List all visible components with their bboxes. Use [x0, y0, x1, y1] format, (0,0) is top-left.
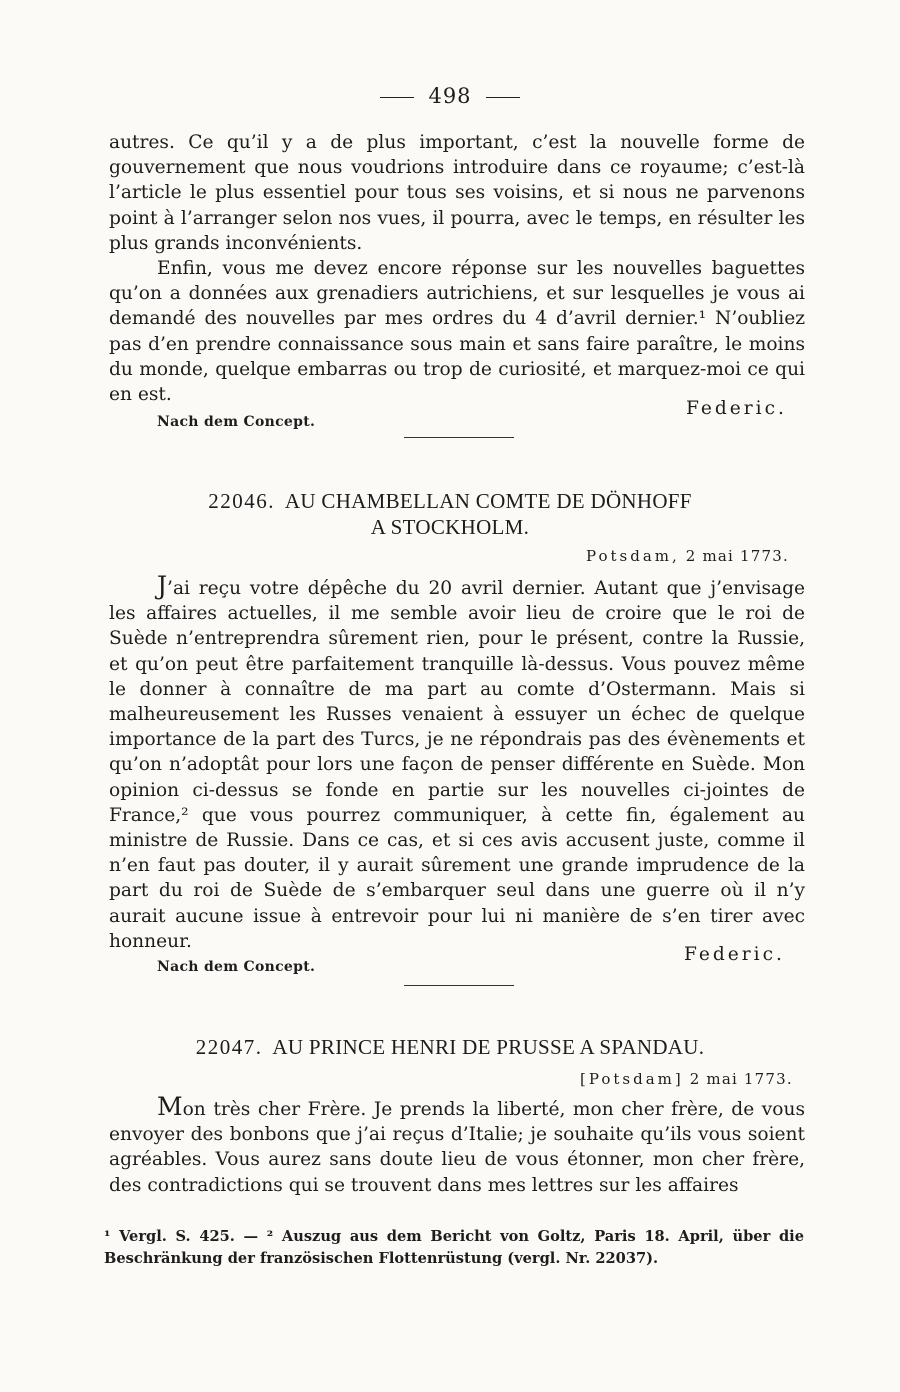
paragraph-enfin: Enfin, vous me devez encore réponse sur les nouvelles baguettes qu’on a données aux grenadiers autrichiens, et sur lesquelles je vous ai demandé des nouvelles par mes ordres du 4 d’avril dernier.¹ N’oubliez pas d’en prendre connaissance sous main et sans faire paraître, le moins du monde, quelque embarras ou trop de curiosité, et marquez-moi ce qui en est. — [109, 258, 805, 406]
letter-22047-dateline — [580, 1070, 793, 1088]
signature-federic-1: Federic. — [686, 398, 787, 419]
page-number — [0, 84, 900, 108]
section-divider-1 — [404, 437, 514, 438]
footnotes: ¹ Vergl. S. 425. — ² Auszug aus dem Bericht von Goltz, Paris 18. April, über die Beschränkung der französischen Flottenrüstung (vergl. Nr. 22037). — [104, 1228, 804, 1267]
letter-22047-heading — [0, 1034, 900, 1060]
dateline-place: [Potsdam] — [580, 1070, 684, 1088]
letter-recipient: AU PRINCE HENRI DE PRUSSE A SPANDAU. — [272, 1035, 705, 1059]
note-concept-2: Nach dem Concept. — [157, 959, 316, 975]
initial-letter: J — [157, 571, 168, 600]
dateline-place: Potsdam, — [586, 547, 680, 565]
page-number-dash-left — [380, 97, 414, 98]
paragraph-continuation: autres. Ce qu’il y a de plus important, c’est la nouvelle forme de gouvernement que nous voudrions introduire dans ce royaume; c’est-là l’article le plus essentiel pour tous ses voisins, et si nous ne parvenons point à l’arranger selon nos vues, il pourra, avec le temps, en résulter les plus grands inconvénients. — [109, 132, 805, 254]
page-number-text: 498 — [428, 84, 472, 108]
letter-body-text: on très cher Frère. Je prends la liberté, mon cher frère, de vous envoyer des bonbons que j’ai reçus d’Italie; je souhaite qu’ils vous soient agréables. Vous aurez sans doute lieu de vous étonner, mon cher frère, des contradictions qui se trouvent dans mes lettres sur les affaires — [109, 1099, 805, 1196]
letter-22046-dateline — [586, 547, 789, 565]
letter-22046-body — [109, 573, 805, 954]
initial-letter: M — [157, 1092, 183, 1121]
letter-recipient-place: A STOCKHOLM. — [370, 515, 530, 539]
signature-federic-2: Federic. — [684, 944, 785, 965]
note-concept-1: Nach dem Concept. — [157, 414, 316, 430]
letter-22047-body — [109, 1094, 805, 1198]
letter-number: 22047. — [195, 1035, 263, 1059]
section-divider-2 — [404, 985, 514, 986]
letter-recipient: AU CHAMBELLAN COMTE DE DÖNHOFF — [284, 489, 692, 513]
dateline-date: 2 mai 1773. — [689, 1070, 793, 1088]
letter-body-text: ’ai reçu votre dépêche du 20 avril dernier. Autant que j’envisage les affaires actuelles, il me semble avoir lieu de croire que le roi de Suède n’entreprendra sûrement rien, pour le présent, contre la Russie, et qu’on peut être parfaitement tranquille là-dessus. Vous pouvez même le donner à connaître de ma part au comte d’Ostermann. Mais si malheureusement les Russes venaient à essuyer un échec de quelque importance de la part des Turcs, je ne répondrais pas des évènements et qu’on n’adoptât pour lors une façon de penser différente en Suède. Mon opinion ci-dessus se fonde en partie sur les nouvelles ci-jointes de France,² que vous pourrez communiquer, à cette fin, également au ministre de Russie. Dans ce cas, et si ces avis accusent juste, comme il n’en faut pas douter, il y aurait sûrement une grande imprudence de la part du roi de Suède de s’embarquer seul dans une guerre où il n’y aurait aucune issue à entrevoir pour lui ni manière de s’en tirer avec honneur. — [109, 578, 805, 952]
page-number-dash-right — [486, 97, 520, 98]
letter-22046-heading — [0, 488, 900, 540]
dateline-date: 2 mai 1773. — [685, 547, 789, 565]
letter-number: 22046. — [208, 489, 275, 513]
